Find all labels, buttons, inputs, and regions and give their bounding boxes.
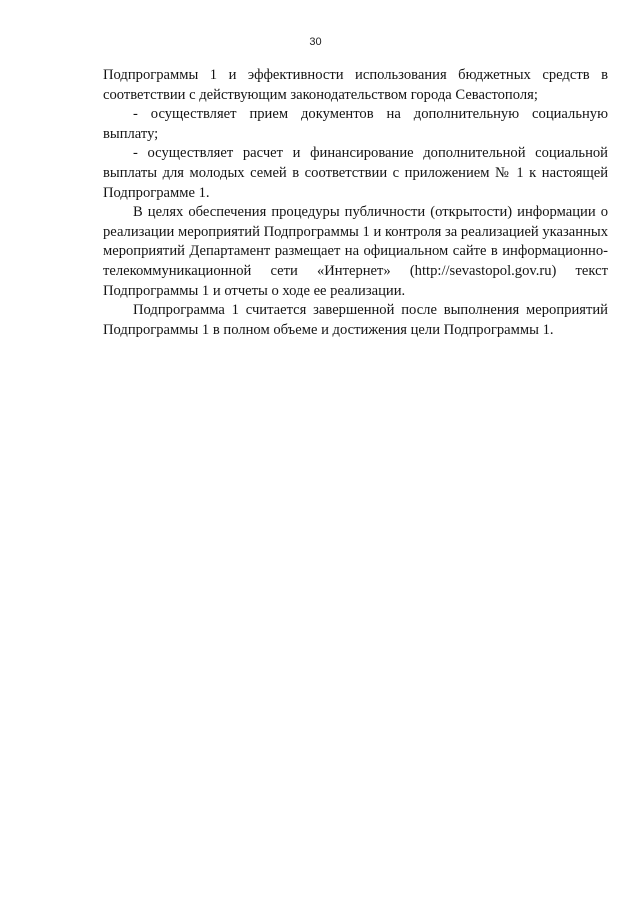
paragraph-payment-calculation: - осуществляет расчет и финансирование дополнительной социальной выплаты для молодых семей в соответствии с приложением № 1 к настоящей Подпрограмме 1. (103, 145, 608, 201)
paragraph-publicity: В целях обеспечения процедуры публичности (открытости) информации о реализации мероприятий Подпрограммы 1 и контроля за реализацией указанных мероприятий Департамент размещает на официальном сайте в информационно-телекоммуникационной сети «Интернет» (http://sevastopol.gov.ru) текст Подпрограммы 1 и отчеты о ходе ее реализации. (103, 204, 608, 299)
paragraph-continuation: Подпрограммы 1 и эффективности использования бюджетных средств в соответствии с действующим законодательством города Севастополя; (103, 67, 608, 103)
document-body (103, 66, 608, 340)
paragraph-completion: Подпрограмма 1 считается завершенной после выполнения мероприятий Подпрограммы 1 в полном объеме и достижения цели Подпрограммы 1. (103, 302, 608, 338)
page-number: 30 (309, 36, 322, 48)
paragraph-document-intake: - осуществляет прием документов на дополнительную социальную выплату; (103, 106, 608, 142)
